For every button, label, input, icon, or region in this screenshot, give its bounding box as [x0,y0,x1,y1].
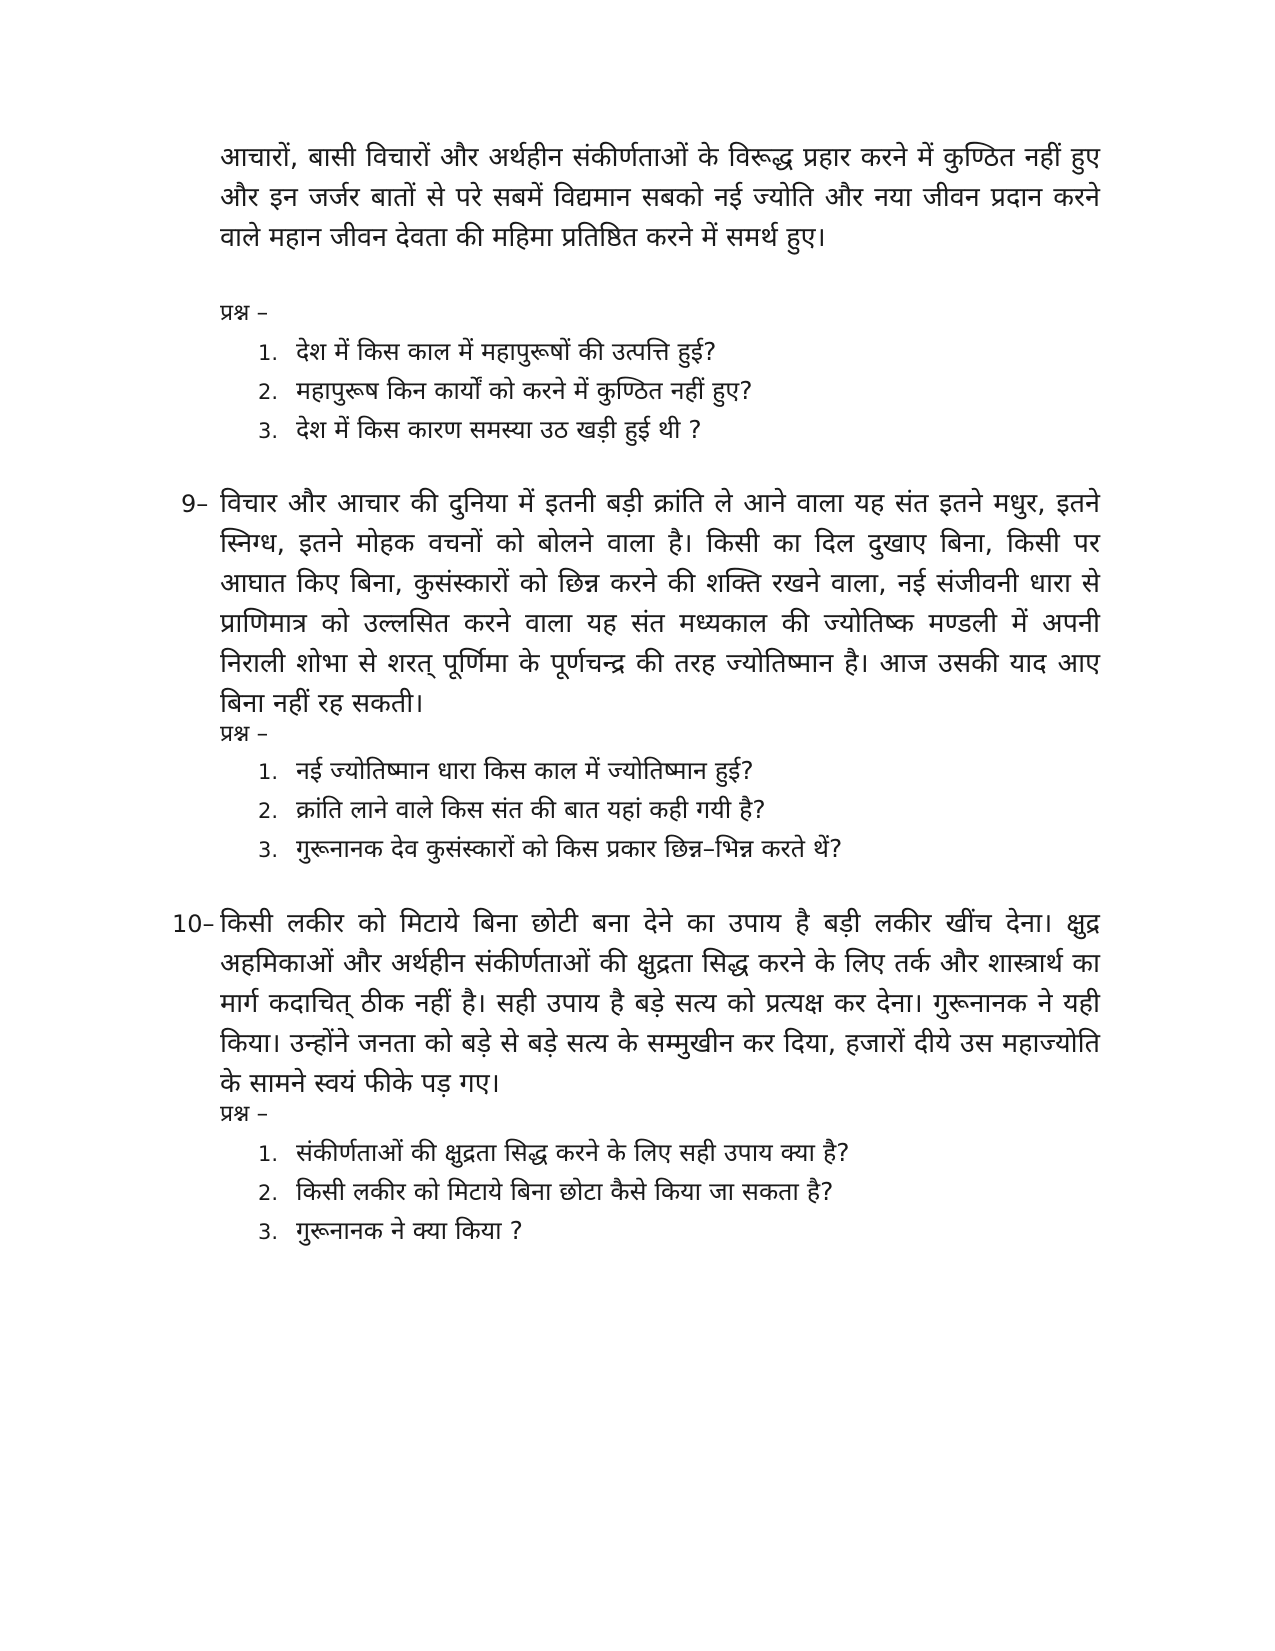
question-text: नई ज्योतिष्मान धारा किस काल में ज्योतिष्मान हुई? [296,756,754,785]
question-number: 2. [258,799,279,823]
question-item [258,333,753,372]
section-10-number: 10– [172,910,215,938]
question-number: 2. [258,1181,279,1205]
question-item [258,372,753,411]
section-9-paragraph: विचार और आचार की दुनिया में इतनी बड़ी क्रांति ले आने वाला यह संत इतने मधुर, इतने स्निग्ध, इतने मोहक वचनों को बोलने वाला है। किसी का दिल दुखाए बिना, किसी पर आघात किए बिना, कुसंस्कारों को छिन्न करने की शक्ति रखने वाला, नई संजीवनी धारा से प्राणिमात्र को उल्लसित करने वाला यह संत मध्यकाल की ज्योतिष्क मण्डली में अपनी निराली शोभा से शरत् पूर्णिमा के पूर्णचन्द्र की तरह ज्योतिष्मान है। आज उसकी याद आए बिना नहीं रह सकती। [220,488,1100,719]
question-number: 1. [258,760,279,784]
question-number: 2. [258,380,279,404]
question-item [258,791,842,830]
intro-paragraph: आचारों, बासी विचारों और अर्थहीन संकीर्णताओं के विरूद्ध प्रहार करने में कुण्ठित नहीं हुए और इन जर्जर बातों से परे सबमें विद्यमान सबको नई ज्योति और नया जीवन प्रदान करने वाले महान जीवन देवता की महिमा प्रतिष्ठित करने में समर्थ हुए। [220,142,1100,253]
question-text: किसी लकीर को मिटाये बिना छोटा कैसे किया जा सकता है? [296,1177,834,1206]
question-number: 3. [258,419,279,443]
question-text: देश में किस कारण समस्या उठ खड़ी हुई थी ? [296,415,702,444]
intro-question-list [258,333,753,450]
question-item [258,1173,850,1212]
question-item [258,1134,850,1173]
section-9-number: 9– [181,490,209,518]
section-9-question-label: प्रश्न – [220,721,269,747]
question-number: 1. [258,1142,279,1166]
question-number: 3. [258,1220,279,1244]
section-10-question-label: प्रश्न – [220,1101,269,1127]
question-text: महापुरूष किन कार्यों को करने में कुण्ठित नहीं हुए? [296,376,753,405]
question-text: गुरूनानक ने क्या किया ? [296,1216,523,1245]
question-text: गुरूनानक देव कुसंस्कारों को किस प्रकार छिन्न–भिन्न करते थें? [296,834,843,863]
question-item [258,1212,850,1251]
question-number: 1. [258,341,279,365]
question-text: संकीर्णताओं की क्षुद्रता सिद्ध करने के लिए सही उपाय क्या है? [296,1138,850,1167]
section-9-question-list [258,752,842,869]
section-10-paragraph: किसी लकीर को मिटाये बिना छोटी बना देने का उपाय है बड़ी लकीर खींच देना। क्षुद्र अहमिकाओं और अर्थहीन संकीर्णताओं की क्षुद्रता सिद्ध करने के लिए तर्क और शास्त्रार्थ का मार्ग कदाचित् ठीक नहीं है। सही उपाय है बड़े सत्य को प्रत्यक्ष कर देना। गुरूनानक ने यही किया। उन्होंने जनता को बड़े से बड़े सत्य के सम्मुखीन कर दिया, हजारों दीये उस महाज्योति के सामने स्वयं फीके पड़ गए। [220,908,1100,1099]
question-item [258,830,842,869]
question-item [258,752,842,791]
question-item [258,411,753,450]
question-text: क्रांति लाने वाले किस संत की बात यहां कही गयी है? [296,795,766,824]
section-10-question-list [258,1134,850,1251]
question-number: 3. [258,838,279,862]
question-text: देश में किस काल में महापुरूषों की उत्पत्ति हुई? [296,337,717,366]
intro-question-label: प्रश्न – [220,300,269,326]
